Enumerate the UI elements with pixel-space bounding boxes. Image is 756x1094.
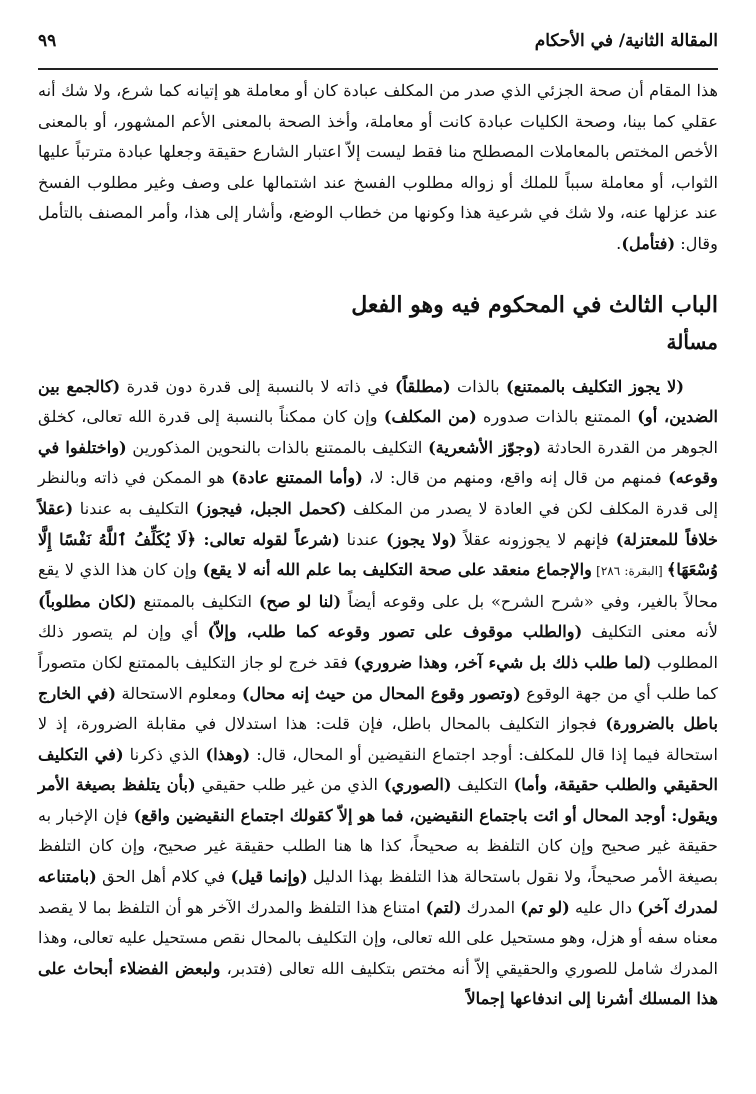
bold-phrase: (فتأمل) xyxy=(621,233,676,253)
text-run: (فتدبر، xyxy=(220,958,273,978)
bold-phrase: ولبعض الفضلاء أبحاث على هذا المسلك أشرنا إلى اندفاعها إجمالاً xyxy=(38,958,718,1009)
text-run: التكليف به عندنا xyxy=(73,498,196,518)
running-title: المقالة الثانية/ في الأحكام xyxy=(534,31,718,51)
bold-phrase: (لكان مطلوباً) xyxy=(38,591,137,611)
text-run: في ذاته لا بالنسبة إلى قدرة دون قدرة xyxy=(120,376,395,396)
bold-phrase: (والطلب موقوف على تصور وقوعه كما طلب، وإلاّ) xyxy=(207,622,583,642)
text-run: الذي ذكرنا xyxy=(123,744,206,764)
text-run: الممتنع بالذات صدوره xyxy=(476,407,638,427)
bold-phrase: (لو تم) xyxy=(520,897,570,917)
paragraph-continued xyxy=(38,76,718,260)
bold-phrase: (كالجمع بين الضدين، أو) xyxy=(38,376,718,427)
running-header xyxy=(38,28,718,54)
paragraph-text: هذا المقام أن صحة الجزئي الذي صدر من المكلف عبادة كان أو معاملة هو إتيانه كما شرع، ولا شك أنه عقلي كما بينا، وصحة الكليات عبادة كانت أو معاملة، وأخذ الصحة بالمعنى الأعم المشهور، أو بالمعنى الأخص المختص بالمعاملات المصطلح منا فقط ليست إلاّ اعتبار الشارع حقيقة وجعلها عبادة مترتباً عليها الثواب، أو معاملة سبباً للملك أو زواله مطلوب الفسخ عند اشتمالها على وصف وغير مطلوب الفسخ عند عزلها عنه، ولا شك في شرعية هذا وكونها من خطاب الوضع، وأشار إلى هذا، وأمر المصنف بالتأمل وقال: xyxy=(38,81,718,253)
bold-phrase: (لتم) xyxy=(425,897,462,917)
text-run: أي وإن لم يتصور ذلك المطلوب xyxy=(38,622,718,672)
text-run: فإنهم لا يجوزونه عقلاً xyxy=(456,529,616,549)
bold-phrase: (وإنما قيل) xyxy=(230,867,308,887)
text-run: فإن الإخبار به حقيقة غير صحيح وإن كان التلفظ به صحيحاً، كذا ها هنا الطلب حقيقة غير صحيح، وإن كان التلفظ بصيغة الأمر صحيحاً، ولا نقول باستحالة هذا التلفظ بهذا الدليل xyxy=(38,805,718,887)
text-run: عندنا xyxy=(339,529,387,549)
text-run: فجواز التكليف بالمحال باطل، فإن قلت: هذا استدلال في مقابلة الضرورة، إذ لا استحالة فيما إذا قال للمكلف: أوجد اجتماع النقيضين أو المحال، قال: xyxy=(38,714,718,764)
period: . xyxy=(616,233,622,253)
text-run: دال عليه xyxy=(569,897,638,917)
text-run: الذي من غير طلب حقيقي xyxy=(195,775,384,795)
bold-phrase: (لنا لو صح) xyxy=(258,591,342,611)
bold-phrase: (كحمل الجبل، فيجوز) xyxy=(195,498,347,518)
bold-phrase: (في الخارج باطل بالضرورة) xyxy=(38,683,718,734)
bold-phrase: (وهذا) xyxy=(205,744,251,764)
text-run: المدرك xyxy=(461,897,521,917)
bold-phrase: (بامتناعه لمدرك آخر) xyxy=(38,867,718,917)
header-rule xyxy=(38,68,718,70)
bold-phrase: (مطلقاً) xyxy=(394,376,451,396)
bold-phrase: (واختلفوا في وقوعه) xyxy=(38,437,718,488)
bold-phrase: (وجوّز الأشعرية) xyxy=(428,437,541,457)
text-run: [البقرة: ٢٨٦] xyxy=(591,564,667,579)
bold-phrase: (عقلاً خلافاً للمعتزلة) xyxy=(38,498,718,549)
text-run: هو الممكن في ذاته وبالنظر إلى قدرة المكلف لكن في العادة لا يصدر من المكلف xyxy=(38,468,718,518)
bold-phrase: (من المكلف) xyxy=(383,407,477,427)
bold-phrase: (وأما الممتنع عادة) xyxy=(231,468,363,488)
chapter-title: الباب الثالث في المحكوم فيه وهو الفعل xyxy=(351,291,718,318)
bold-phrase: (لما طلب ذلك بل شيء آخر، وهذا ضروري) xyxy=(353,652,652,672)
page-number: ٩٩ xyxy=(38,31,57,51)
text-run: التكليف بالممتنع بالذات بالنحوين المذكورين xyxy=(126,437,429,457)
text-run: بالذات xyxy=(450,376,507,396)
bold-phrase: والإجماع منعقد على صحة التكليف بما علم الله أنه لا يقع) xyxy=(202,560,592,580)
body-text xyxy=(38,76,718,1015)
text-run: لأنه معنى التكليف xyxy=(582,622,719,642)
bold-phrase: (في التكليف الحقيقي والطلب حقيقة، وأما) xyxy=(38,744,718,795)
text-run: فقد خرج لو جاز التكليف بالممتنع لكان متصوراً كما طلب أي من جهة الوقوع xyxy=(38,652,719,703)
bold-phrase: (شرعاً لقوله تعالى: ﴿لَا يُكَلِّفُ ٱللَّهُ نَفْسًا إِلَّا وُسْعَهَا﴾ xyxy=(38,529,718,580)
paragraph-main xyxy=(38,372,718,1015)
text-run: التكليف xyxy=(451,775,514,795)
text-run: وإن كان هذا الذي لا يقع محالاً بالغير، وفي «شرح الشرح» بل على وقوعه أيضاً xyxy=(38,560,718,611)
text-run: ومعلوم الاستحالة xyxy=(116,683,242,703)
section-title: مسألة xyxy=(666,329,718,354)
text-run: فمنهم من قال إنه واقع، ومنهم من قال: لا، xyxy=(362,468,669,488)
text-run: التكليف بالممتنع xyxy=(136,591,259,611)
book-page xyxy=(38,0,718,1094)
bold-phrase: (لا يجوز التكليف بالممتنع) xyxy=(506,376,684,396)
bold-phrase: (بأن يتلفظ بصيغة الأمر ويقول: أوجد المحال أو ائت باجتماع النقيضين، فما هو إلاّ كقولك اجتماع النقيضين واقع) xyxy=(38,775,718,825)
text-run: وإن كان ممكناً بالنسبة إلى قدرة الله تعالى، كخلق الجوهر من القدرة الحادثة xyxy=(38,407,718,457)
bold-phrase: (وتصور وقوع المحال من حيث إنه محال) xyxy=(241,683,521,703)
bold-phrase: (الصوري) xyxy=(383,775,452,795)
text-run: في كلام أهل الحق xyxy=(96,867,231,887)
text-run: امتناع هذا التلفظ والمدرك الآخر هو أن التلفظ بما لا يقصد معناه سفه أو هزل، وهو مستحيل على الله تعالى، وإن التكليف بالمحال نقص مستحيل عليه تعالى، وهذا المدرك شامل للصوري والحقيقي إلاّ أنه مختص بتكليف الله تعالى xyxy=(38,897,718,978)
bold-phrase: (ولا يجوز) xyxy=(386,529,457,549)
